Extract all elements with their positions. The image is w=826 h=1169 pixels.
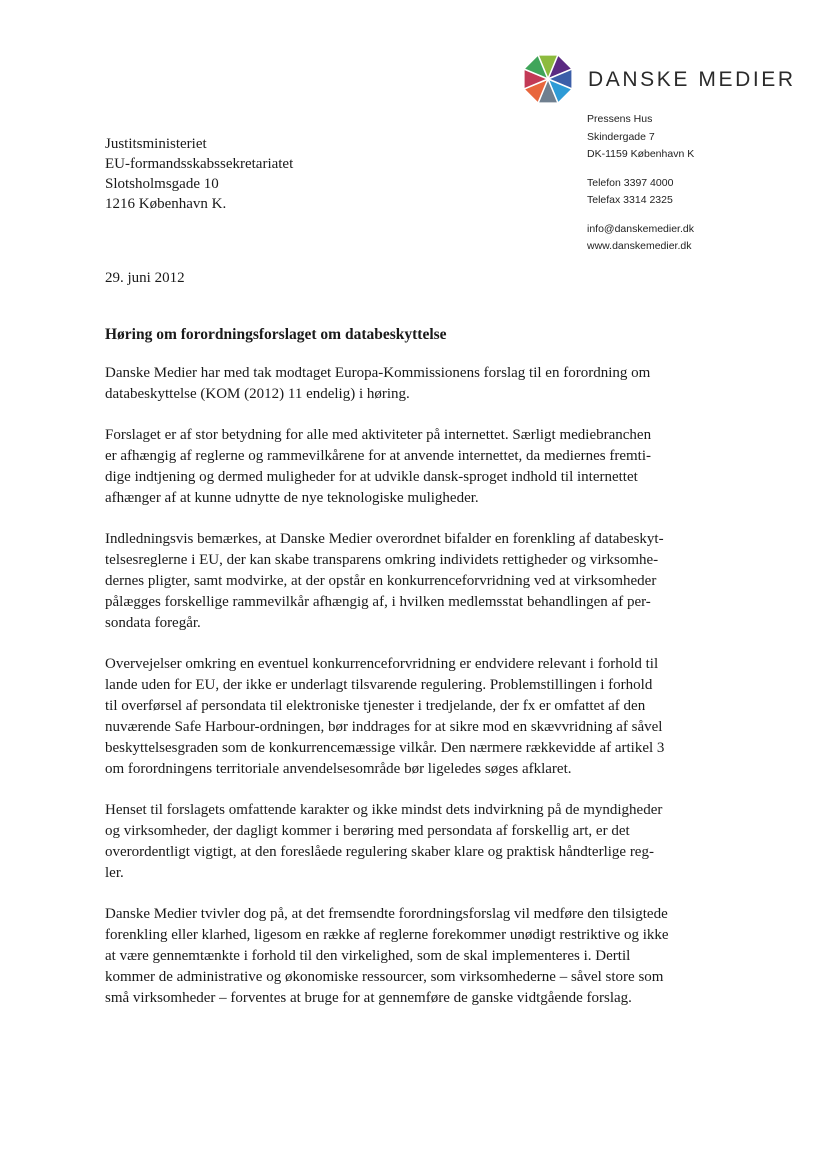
body-line: telsesreglerne i EU, der kan skabe transparens omkring individets rettigheder og virksomhe- xyxy=(105,552,659,568)
recipient-line: Justitsministeriet xyxy=(105,136,207,152)
body-paragraph xyxy=(105,904,725,1009)
body-line: overordentligt vigtigt, at den foreslåede regulering skaber klare og praktisk håndterlige reg- xyxy=(105,844,654,860)
body-line: Indledningsvis bemærkes, at Danske Medier overordnet bifalder en forenkling af databeskyt- xyxy=(105,531,664,547)
body-paragraph xyxy=(105,800,725,884)
body-paragraph xyxy=(105,654,725,780)
body-line: dernes pligter, samt modvirke, at der opstår en konkurrenceforvridning ved at virksomheder xyxy=(105,573,657,589)
sender-address-line: Pressens Hus xyxy=(587,113,653,125)
body-line: sondata foregår. xyxy=(105,615,201,631)
recipient-line: Slotsholmsgade 10 xyxy=(105,176,219,192)
sender-website-link[interactable]: www.danskemedier.dk xyxy=(587,240,692,252)
body-line: Danske Medier tvivler dog på, at det fremsendte forordningsforslag vil medføre den tilsigtede xyxy=(105,906,668,922)
recipient-address-block xyxy=(105,134,293,214)
body-line: databeskyttelse (KOM (2012) 11 endelig) i høring. xyxy=(105,386,410,402)
body-line: at være gennemtænkte i forhold til den virkelighed, som de skal implementeres i. Dertil xyxy=(105,948,631,964)
body-line: ler. xyxy=(105,865,124,881)
body-line: små virksomheder – forventes at bruge for at gennemføre de ganske vidtgående forslag. xyxy=(105,990,632,1006)
body-line: og virksomheder, der dagligt kommer i berøring med persondata af forskellig art, er det xyxy=(105,823,630,839)
letter-subject: Høring om forordningsforslaget om databeskyttelse xyxy=(105,326,447,343)
letter-body xyxy=(105,363,725,1029)
body-line: pålægges forskellige rammevilkår afhængig af, i hvilken medlemsstat behandlingen af per- xyxy=(105,594,651,610)
body-line: Henset til forslagets omfattende karakter og ikke mindst dets indvirkning på de myndigheder xyxy=(105,802,663,818)
recipient-line: EU-formandsskabssekretariatet xyxy=(105,156,294,172)
body-line: lande uden for EU, der ikke er underlagt tilsvarende regulering. Problemstillingen i forhold xyxy=(105,677,653,693)
body-line: kommer de administrative og økonomiske ressourcer, som virksomhederne – såvel store som xyxy=(105,969,664,985)
body-paragraph xyxy=(105,529,725,634)
sender-address-line: DK-1159 København K xyxy=(587,148,695,160)
sender-address-line: Skindergade 7 xyxy=(587,130,655,143)
brand-name: DANSKE MEDIER xyxy=(588,68,796,91)
danske-medier-logo xyxy=(520,51,576,107)
body-line: dige indtjening og dermed muligheder for at udvikle dansk-sproget indhold til internettet xyxy=(105,469,638,485)
body-line: til overførsel af persondata til elektroniske tjenester i tredjelande, der fx er omfattet af den xyxy=(105,698,646,714)
body-paragraph xyxy=(105,425,725,509)
sender-email-link[interactable]: info@danskemedier.dk xyxy=(587,222,694,235)
sender-phone: Telefon 3397 4000 xyxy=(587,176,674,189)
letter-date: 29. juni 2012 xyxy=(105,270,185,286)
body-paragraph xyxy=(105,363,725,405)
body-line: forenkling eller klarhed, ligesom en række af reglerne forekommer unødigt restriktive og ikke xyxy=(105,927,669,943)
recipient-line: 1216 København K. xyxy=(105,196,227,212)
body-line: afhænger af at kunne udnytte de nye teknologiske muligheder. xyxy=(105,490,479,506)
body-line: er afhængig af reglerne og rammevilkårene for at anvende internettet, da mediernes fremti- xyxy=(105,448,651,464)
body-line: om forordningens territoriale anvendelsesområde bør ligeledes søges afklaret. xyxy=(105,761,572,777)
sender-contact-block xyxy=(587,111,694,256)
sender-fax: Telefax 3314 2325 xyxy=(587,194,673,206)
body-line: Overvejelser omkring en eventuel konkurrenceforvridning er endvidere relevant i forhold til xyxy=(105,656,659,672)
body-line: beskyttelsesgraden som de konkurrencemæssige vilkår. Den nærmere rækkevidde af artikel 3 xyxy=(105,740,665,756)
body-line: Danske Medier har med tak modtaget Europa-Kommissionens forslag til en forordning om xyxy=(105,365,651,381)
body-line: nuværende Safe Harbour-ordningen, bør inddrages for at sikre mod en skævvridning af såvel xyxy=(105,719,663,735)
body-line: Forslaget er af stor betydning for alle med aktiviteter på internettet. Særligt mediebranchen xyxy=(105,427,652,443)
